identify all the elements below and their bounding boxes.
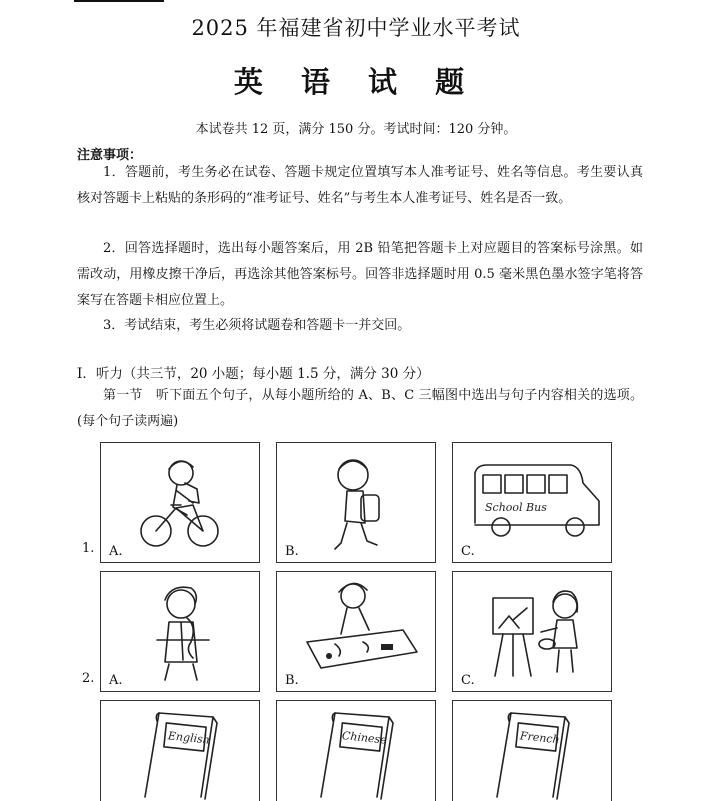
school-bus-icon — [453, 443, 611, 562]
exam-info: 本试卷共 12 页，满分 150 分。考试时间：120 分钟。 — [195, 122, 517, 137]
book-label-english: English — [167, 729, 211, 747]
option-label: C. — [461, 673, 475, 688]
option-box-1b[interactable] — [276, 442, 436, 563]
question-number: 2. — [82, 671, 95, 686]
question-number: 1. — [82, 541, 95, 556]
english-book-icon — [101, 701, 259, 801]
note-2: 2．回答选择题时，选出每小题答案后，用 2B 铅笔把答题卡上对应题目的答案标号涂黑。如需改动，用橡皮擦干净后，再选涂其他答案标号。回答非选择题时用 0.5 毫米黑色墨水签字笔将答案写在答题卡相应位置上。 — [77, 241, 643, 308]
french-book-icon — [453, 701, 611, 801]
bus-text: School Bus — [485, 501, 547, 514]
option-label: C. — [461, 544, 475, 559]
note-1: 1．答题前，考生务必在试卷、答题卡规定位置填写本人准考证号、姓名等信息。考生要认真核对答题卡上粘贴的条形码的“准考证号、姓名”与考生本人准考证号、姓名是否一致。 — [77, 165, 643, 206]
option-box-1a[interactable] — [100, 442, 260, 563]
option-box-1c[interactable] — [452, 442, 612, 563]
chinese-book-icon — [277, 701, 435, 801]
boy-walking-backpack-icon — [277, 443, 435, 562]
exam-title: 2025 年福建省初中学业水平考试 — [191, 16, 521, 40]
option-box-2a[interactable] — [100, 571, 260, 692]
book-label-chinese: Chinese — [341, 729, 388, 747]
boy-drawing-ink-icon — [277, 572, 435, 691]
option-box-2b[interactable] — [276, 571, 436, 692]
section-heading: Ⅰ．听力（共三节，20 小题；每小题 1.5 分，满分 30 分） — [77, 366, 430, 382]
notes-heading: 注意事项： — [77, 148, 143, 163]
option-label: A. — [109, 673, 123, 688]
boy-playing-violin-icon — [101, 572, 259, 691]
book-label-french: French — [519, 729, 561, 747]
option-label: A. — [109, 544, 123, 559]
option-label: B. — [285, 673, 299, 688]
note-3: 3．考试结束，考生必须将试题卷和答题卡一并交回。 — [103, 318, 411, 333]
option-label: B. — [285, 544, 299, 559]
cropped-header-marks — [74, 0, 164, 2]
section-instruction: 第一节 听下面五个句子，从每小题所给的 A、B、C 三幅图中选出与句子内容相关的选项。(每个句子读两遍) — [77, 388, 643, 429]
girl-painting-easel-icon — [453, 572, 611, 691]
option-box-2c[interactable] — [452, 571, 612, 692]
boy-riding-bike-icon — [101, 443, 259, 562]
subject-title: 英 语 试 题 — [233, 65, 479, 99]
